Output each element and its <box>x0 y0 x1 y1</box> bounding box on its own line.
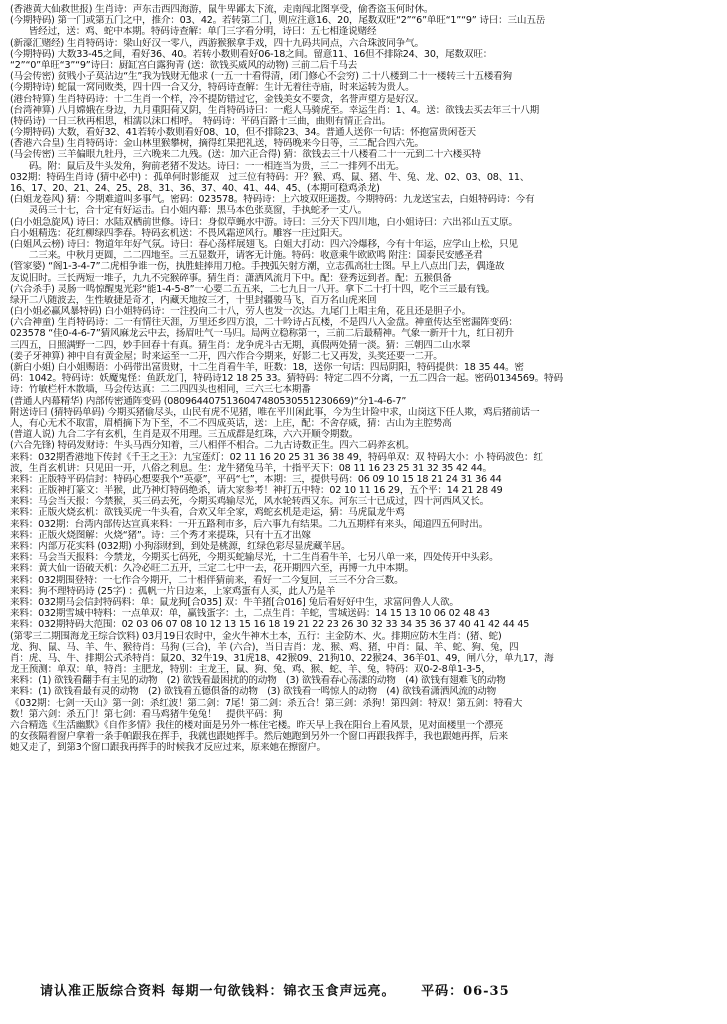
text-line: (普道人说) 九合二字有玄机，生肖是双不用理。三五成群是红珠，六六开顺令期数。 <box>10 429 359 441</box>
text-line: 来料：内部万花实料 (032期) 小狗添财到，到处是桃源，红绿色彩尽显虎藏羊居。 <box>10 541 351 552</box>
text-line: (今期特诗) 蛇鼠一窝同败类，四十四一合又分，特码诗查解：生计无着往寺庙，时来运转为贵人。 <box>10 82 415 94</box>
text-line: 来料：正版特平码信封：特码心想要我个“英豪”，平码“七”，本期：三，提供号码：06 09 10 15 18 21 24 31 36 44 <box>10 473 502 485</box>
text-line: (台湾神算) 八月嫦娥在身边，九月重阳荷又阴，生肖特码诗曰：一彪人马骑虎至。幸运生肖：1、4。送：欲钱去买去年三十八期 <box>10 104 540 116</box>
text-line: 龙王预测：单双：单，特肖：主肥龙，特别：主龙王，鼠、狗、兔、鸡、猴、蛇、羊、兔，特码：双0-2-8单1-3-5， <box>10 664 491 676</box>
text-line: 032期：特码生肖诗 (猜中必中) ：孤单何时影能双 过三位有特码：开？猴、鸡、鼠、猪、牛、兔、龙、02、03、08、11、 <box>10 171 530 183</box>
text-line: 白小姐精选：花红柳绿四季春。特码玄机送：不畏风霜逆风行。雕容一庄过阳天。 <box>10 227 349 239</box>
text-line: 来料：032期雪城中特料：一点单双：单，赢钱蛋字：土，二点生肖：羊蛇，雪城送码：14 15 13 10 06 02 48 43 <box>10 608 490 620</box>
text-line: 波，生肖玄机讲：只见田一开，八俗之利息。生：龙牛猪兔马羊，十指平天下：08 11 16 23 25 31 32 35 42 44。 <box>10 462 492 474</box>
text-line: (马会传密) 三羊偏眼九牡丹，三六晚来二九残。(送：加六正合得) 猜：欲钱去三十八楼看二十一元到二十六楼买特 <box>10 149 481 161</box>
text-line: (香港六合皇) 生肖特码诗：金山林里猴攀树，摘得红果把礼送，特码晚来今日等，三二配合四六先。 <box>10 138 424 150</box>
text-line: 六合精选《生活幽默》《自作多情》我住的楼对面是另外一栋住宅楼。昨天早上我在阳台上看风景，见对面楼里一个漂亮 <box>10 720 504 731</box>
text-line: 来料：(1) 欲钱看翻手有主见的动物 (2) 欲钱看最困扰的的动物 (3) 欲钱看春心荡漾的动物 (4) 欲钱有翅难飞的动物 <box>10 675 506 687</box>
footer <box>40 980 700 999</box>
text-line: 灵码三十七，合十定有好运击。白小姐内幕：黑马本色张莫窗，手执蛇矛一丈八。 <box>10 205 367 217</box>
footer-code: 平码：06-35 <box>421 984 510 999</box>
text-line: 来料：正版神打篆文：半猴，此乃神灯特码绝杀，请大家参考！神打五中特：02 10 11 16 29，五个平：14 21 28 49 <box>10 485 503 497</box>
text-line: 来料：黄大仙一语破天机：久冷必旺二五开，三定二七中一去，花开期四六至，再博一九中本期。 <box>10 563 414 575</box>
footer-slogan: 请认准正版综合资料 每期一句欲钱料：锦衣玉食声远亮。 <box>40 984 396 999</box>
text-line: 二三来。中秋月更圆，二二四地至。三五显数开，请客无计施。特码：收意乘牛欧欧鸣 附注：国泰民安感圣君 <box>10 250 483 262</box>
text-line: 023578 “佳0-4-6-7”猜风麻龙云中去，扬眉吐气一马归。局两立稳称第一，三前二后最精神。气象一新开十九，红日初升 <box>10 328 514 340</box>
text-line: 三四五，日照满野一二四，妙手回春十有真。猜生肖：龙争虎斗古无期，真假两处猜一淡。猜：三朝四二山水翠 <box>10 339 471 351</box>
text-line: 来料：狗不理特码诗 (25字) ：孤帆一片日边来，上家鸡蛋有人买，此人乃是羊 <box>10 585 336 597</box>
text-line: 龙、狗、鼠、马、羊、牛、猴待肖：马狗 (三合)，羊 (六合)，当日吉肖：龙、猴、鸡、猪，中肖：鼠、羊、蛇、狗、兔，四 <box>10 641 519 653</box>
text-line: (白姐龙卷风) 猜：今期难道叫多事气。密码：023578。特码诗：上六坡双旺遥拨。今期特码：九龙送宝去，白姐特码诗：今有 <box>10 194 535 206</box>
text-line: (六合杀手) 灵肠一鸣惊醒鬼光彩“能1-4-5-8”一心要二五五来，二七九日一八开。拿下二十打十四，吃个三三最有钱。 <box>10 283 495 295</box>
text-line: 绿开二八随波去，生性敏捷是奇才，内藏天地按三才，十里封疆骏马飞，百万名山虎来回 <box>10 294 377 306</box>
text-line: 诗：竹敏栏杆木散墙，马会传达真：二二四四头也相同，三六三七本期番 <box>10 384 311 396</box>
text-line: (港台特算) 生肖特码诗：十二生肖一个样，冷不提防错过它，金钱美女不要贪，名誉声望方是好汉。 <box>10 93 424 105</box>
text-line: 来料：032期围登特：一七作合今期开，二十相伴猜前来，看好一二今复回，三三不分合三数。 <box>10 574 404 586</box>
text-line: 来料：马会当天报：今禁猴，买三码去死，今期买鸡输尽光，风水轮转西又东。河东三十已成过，四十河西风又长。 <box>10 496 490 508</box>
text-line: 16、17、20、21、24、25、28、31、36、37、40、41、44、45、(本期可稳鸡杀龙) <box>10 183 380 194</box>
text-line: 来料：032期：台湾内部传达宣真来料：一开五路利市多，后六事九有结果。二九五期样有来头，闻道四五何时出。 <box>10 518 489 530</box>
text-line: (今期特码) 大数，看好32、41若转小数则看好08、10，但不排除23、34。普通人送你一句话：怀抱富贵闲苍天 <box>10 127 476 139</box>
text-line: (白姐风云榜) 诗曰：物道年年好气氛。诗曰：春心荡样展翅飞。白姐大打动：四六冷爆移，今有十年运，应学山上松，只见 <box>10 238 518 250</box>
text-line: (六合先锋) 特码发财诗：牛头马西分知着，三八相伴不相合。二九古诗数正生。四六二码养玄机。 <box>10 440 415 452</box>
text-line: 人，有心无术不取雷，眉梢摘下为下至，不二不四成英话，送：上庄，配：不舍存威，猜：古山为主腔势高 <box>10 417 452 429</box>
text-line: 来料：(1) 欲钱看最有灵的动物 (2) 欲钱看五德俱备的动物 (3) 欲钱看一鸣惊人的动物 (4) 欲钱看潇洒风流的动物 <box>10 686 497 698</box>
text-line: (今期特码) 大数33-45之间，看好36、40。若转小数则看好06-18之间。留意11、16但不排除24、30，尾数双旺： <box>10 48 493 60</box>
document-page <box>10 4 717 1020</box>
text-line: 数！第六剑：杀五门！第七剑：看马鸡猪牛兔兔！ 提供平码：狗 <box>10 708 283 720</box>
text-line: (普通人内幕精华) 内部传密通阵变码 (0809644075136047480530551230669)“分1-4-6-7” <box>10 395 407 407</box>
text-line: 来料：马会当天报料：今禁龙，今期买七码死，今期买蛇输尽光，十二生肖看牛羊，七另八单一来，四处传开中头彩。 <box>10 552 499 564</box>
text-line: 码：1042。特码诗：妖魔鬼怪：鱼跃龙门，特码诗12 18 25 33。猜特码：特定二四不分离，一五二四合一起。密码0134569。特码 <box>10 373 563 385</box>
text-line: (新白小姐) 白小姐赐语：小码带出富贵财，十二生肖看牛羊，旺数：18，送你一句话：四局阴阳，特码提供：18 35 44。密 <box>10 362 524 373</box>
text-line: (白小姐必赢风暴特码) 白小姐特码诗：一注投向二十八，劳人也发一次达。九尾门上唱主角，花且还是胆子小。 <box>10 306 471 318</box>
text-line: “2”“0”单旺“3”“9”诗曰：厨缸宫白露狗青 (送：欲钱买威风的动物) 三前二后千马去 <box>10 59 357 71</box>
text-line: (姜子牙神算) 神中自有黄金屋；时来运至一二开，四六作合今期来，好影二七又再发，头奖还要一二开。 <box>10 350 443 362</box>
text-line: 友说旧时。三长两短一堆子，九九不完猴碎事。猜生肖：潇洒风流月下中。配：登秀远到者。配：五猴俱备 <box>10 272 452 284</box>
text-line: 她又走了，到第3个窗口跟我再挥手的时候我才反应过来，原来她在擦窗户。 <box>10 742 326 754</box>
text-line: (新濠汇赌经) 生肖特码诗：梁山好汉一零八，西游猴猴拿手戏，四十九码共同点，六合珠波同争气。 <box>10 37 424 49</box>
text-line: (香港黄大仙救世报) 生肖诗：声东击西四海游，鼠牛卑鄙太下流，走南闯北图享受，偷香盗玉何时休。 <box>10 4 434 15</box>
text-line: (第零三二期围海龙王综合饮料) 03月19日农时中，金火牛神木土本，五行：主金防木、火。排期应防木生肖：(猪、蛇) <box>10 630 502 642</box>
text-line: 附送诗曰 (猜特码单码) 今期买猪偷尽头，山民有虎不见猪，唯在平川闲此事，今为生计险中求，山岗这下任人欺，鸡后猪前话一 <box>10 406 540 418</box>
text-line: (六合神童) 生肖特码诗：二一有情往天涯，万里还乡四方浪，二十吟诗占瓦楼，不是四八入金盘。神童传达至密漏阵变码： <box>10 317 518 329</box>
text-line: (马会传密) 贫贱小子莫沾边“生”我为钱财无他求 (一五一十看得清，闭门修心不会穷) 二十八楼到二十一楼转三十五楼看狗 <box>10 71 512 83</box>
text-line: 肖：虎、马、牛、排期公式杀特肖：鼠20、32牛19、31虎18、42猴09、21狗10、22猴24、36羊01、49，闸八分，单九17，海 <box>10 652 554 664</box>
text-line: (特码诗) 一日三秋再相思，相濡以沫口相呼。 特码诗：平码百路十三曲，曲则有情正合出。 <box>10 115 391 127</box>
text-line: 来料：032期香港地下传封《千王之王》：九宝莲灯：02 11 16 20 25 31 36 38 49，特码单双：双 特码大小：小 特码波色：红 <box>10 451 543 463</box>
text-line: 来料：正版火烧玄机：欲钱买虎一牛头看，合欢又年全家，鸡蛇玄机是走运，猜：马虎鼠龙牛鸡 <box>10 507 405 519</box>
text-line: 《032期：七剑一天山》第一剑：杀红波！第二剑：7尾！第二剑：杀五合！第三剑：杀狗！第四剑：特双！第五剑：特看大 <box>10 697 523 709</box>
text-line: (今期特码) 第一门或第五门之中，推介：03、42。若转第二门，则应注意16、20，尾数双旺“2”“6”单旺“1”“9” 诗曰：三山五岳 <box>10 15 546 27</box>
text-line: (白小姐急旋风) 诗曰：水陆双栖前世修。诗曰：身似草蝇水中游。诗曰：三分天下四川地，白小姐诗曰：六出祁山五丈原。 <box>10 216 518 228</box>
text-line: 来料：正版火烧图解：火烧“猪”。诗：三个秀才来提珠，只有十五才出嫁 <box>10 529 311 541</box>
text-line: 来料：032期特码大范围：02 03 06 07 08 10 12 13 15 16 18 19 21 22 23 26 30 32 33 34 35 36 37 40 41 42 44 45 <box>10 619 530 631</box>
text-line: 来料：032期马会信封特码料：单：鼠龙狗[合035] 双：牛羊猪[合016] 兔后看好好中生，求富问鲁人人欲。 <box>10 596 459 608</box>
text-line: 的女孩隔着窗户拿着一条手帕跟我在挥手，我就也跟她挥手。然后她跑到另外一个窗口再跟我挥手，我也跟她再挥，后来 <box>10 731 508 743</box>
text-line: 码。附：鼠后及牛头发角，狗前老猪不发达。诗曰：一一相连当为贵，三二一排列不出无。 <box>10 160 405 172</box>
text-line: 皆经过，送：鸡、蛇中本期。特码诗查解：单门三字看分明，诗曰：五七相逢说赌经 <box>10 26 377 38</box>
text-line: (管家婆) “阁1-3-4-7”二虎相争谁一伤，执胜蛙捧用刀枪。手拽弧矢射方潮，立志孤高壮士图。早上八点出门去，偶逢故 <box>10 261 505 273</box>
